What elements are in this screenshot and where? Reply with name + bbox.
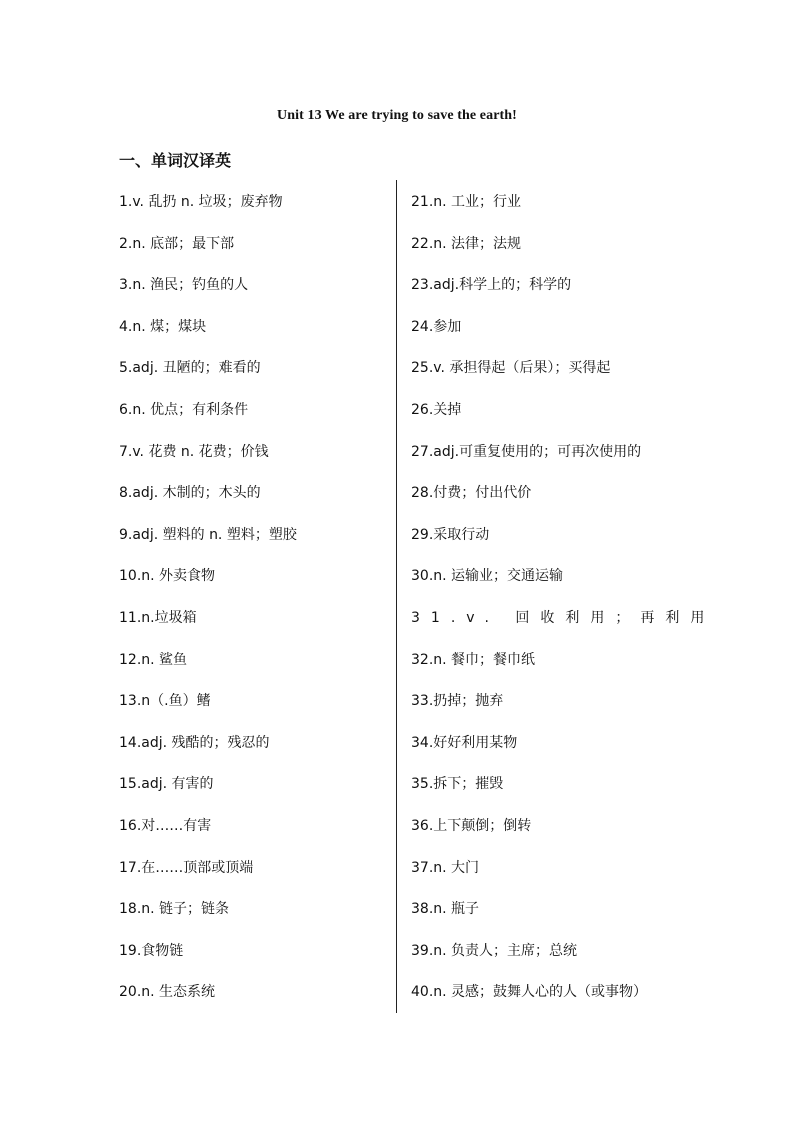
vocab-item: 23.adj.科学上的；科学的 <box>411 277 572 294</box>
vocab-item: 34.好好利用某物 <box>411 734 518 751</box>
vocab-item: 31.v. 回收利用；再利用 <box>411 609 716 626</box>
vocab-item: 37.n. 大门 <box>411 859 480 876</box>
vocab-item: 3.n. 渔民；钓鱼的人 <box>119 277 249 294</box>
column-divider <box>396 180 397 1013</box>
vocab-item: 17.在……顶部或顶端 <box>119 859 254 876</box>
vocab-item: 28.付费；付出代价 <box>411 485 532 502</box>
vocab-item: 35.拆下；摧毁 <box>411 776 504 793</box>
vocab-item: 39.n. 负责人；主席；总统 <box>411 942 578 959</box>
vocab-item: 5.adj. 丑陋的；难看的 <box>119 360 261 377</box>
vocab-item: 10.n. 外卖食物 <box>119 568 216 585</box>
vocab-item: 13.n（.鱼）鳍 <box>119 693 211 710</box>
vocab-item: 36.上下颠倒；倒转 <box>411 817 532 834</box>
vocab-column-left <box>119 188 394 1020</box>
vocab-item: 27.adj.可重复使用的；可再次使用的 <box>411 443 642 460</box>
vocab-item: 18.n. 链子；链条 <box>119 901 230 918</box>
vocab-item: 1.v. 乱扔 n. 垃圾；废弃物 <box>119 194 283 210</box>
vocab-item: 24.参加 <box>411 318 462 335</box>
vocab-item: 4.n. 煤；煤块 <box>119 318 207 335</box>
vocab-item: 11.n.垃圾箱 <box>119 609 197 626</box>
vocab-item: 8.adj. 木制的；木头的 <box>119 485 261 502</box>
page-title: Unit 13 We are trying to save the earth! <box>277 108 517 123</box>
vocab-item: 6.n. 优点；有利条件 <box>119 401 249 418</box>
vocab-item: 7.v. 花费 n. 花费；价钱 <box>119 443 269 460</box>
vocab-item: 12.n. 鲨鱼 <box>119 651 188 668</box>
vocab-column-right <box>411 188 716 1020</box>
vocab-item: 22.n. 法律；法规 <box>411 235 522 252</box>
vocab-item: 20.n. 生态系统 <box>119 984 216 1001</box>
vocab-item: 25.v. 承担得起（后果）；买得起 <box>411 360 611 377</box>
vocab-item: 16.对……有害 <box>119 817 212 834</box>
vocab-item: 30.n. 运输业；交通运输 <box>411 568 564 585</box>
vocab-item: 40.n. 灵感；鼓舞人心的人（或事物） <box>411 984 648 1001</box>
section-heading: 一、单词汉译英 <box>119 151 232 170</box>
vocab-item: 32.n. 餐巾；餐巾纸 <box>411 651 536 668</box>
vocab-item: 15.adj. 有害的 <box>119 776 214 793</box>
vocab-item: 29.采取行动 <box>411 526 490 543</box>
vocab-item: 14.adj. 残酷的；残忍的 <box>119 734 270 751</box>
vocab-item: 33.扔掉；抛弃 <box>411 693 504 710</box>
vocab-item: 2.n. 底部；最下部 <box>119 235 235 252</box>
vocab-item: 26.关掉 <box>411 401 462 418</box>
vocab-item: 19.食物链 <box>119 942 184 959</box>
vocab-item: 9.adj. 塑料的 n. 塑料；塑胶 <box>119 526 297 543</box>
vocab-item: 38.n. 瓶子 <box>411 901 480 918</box>
vocab-item: 21.n. 工业；行业 <box>411 194 522 210</box>
